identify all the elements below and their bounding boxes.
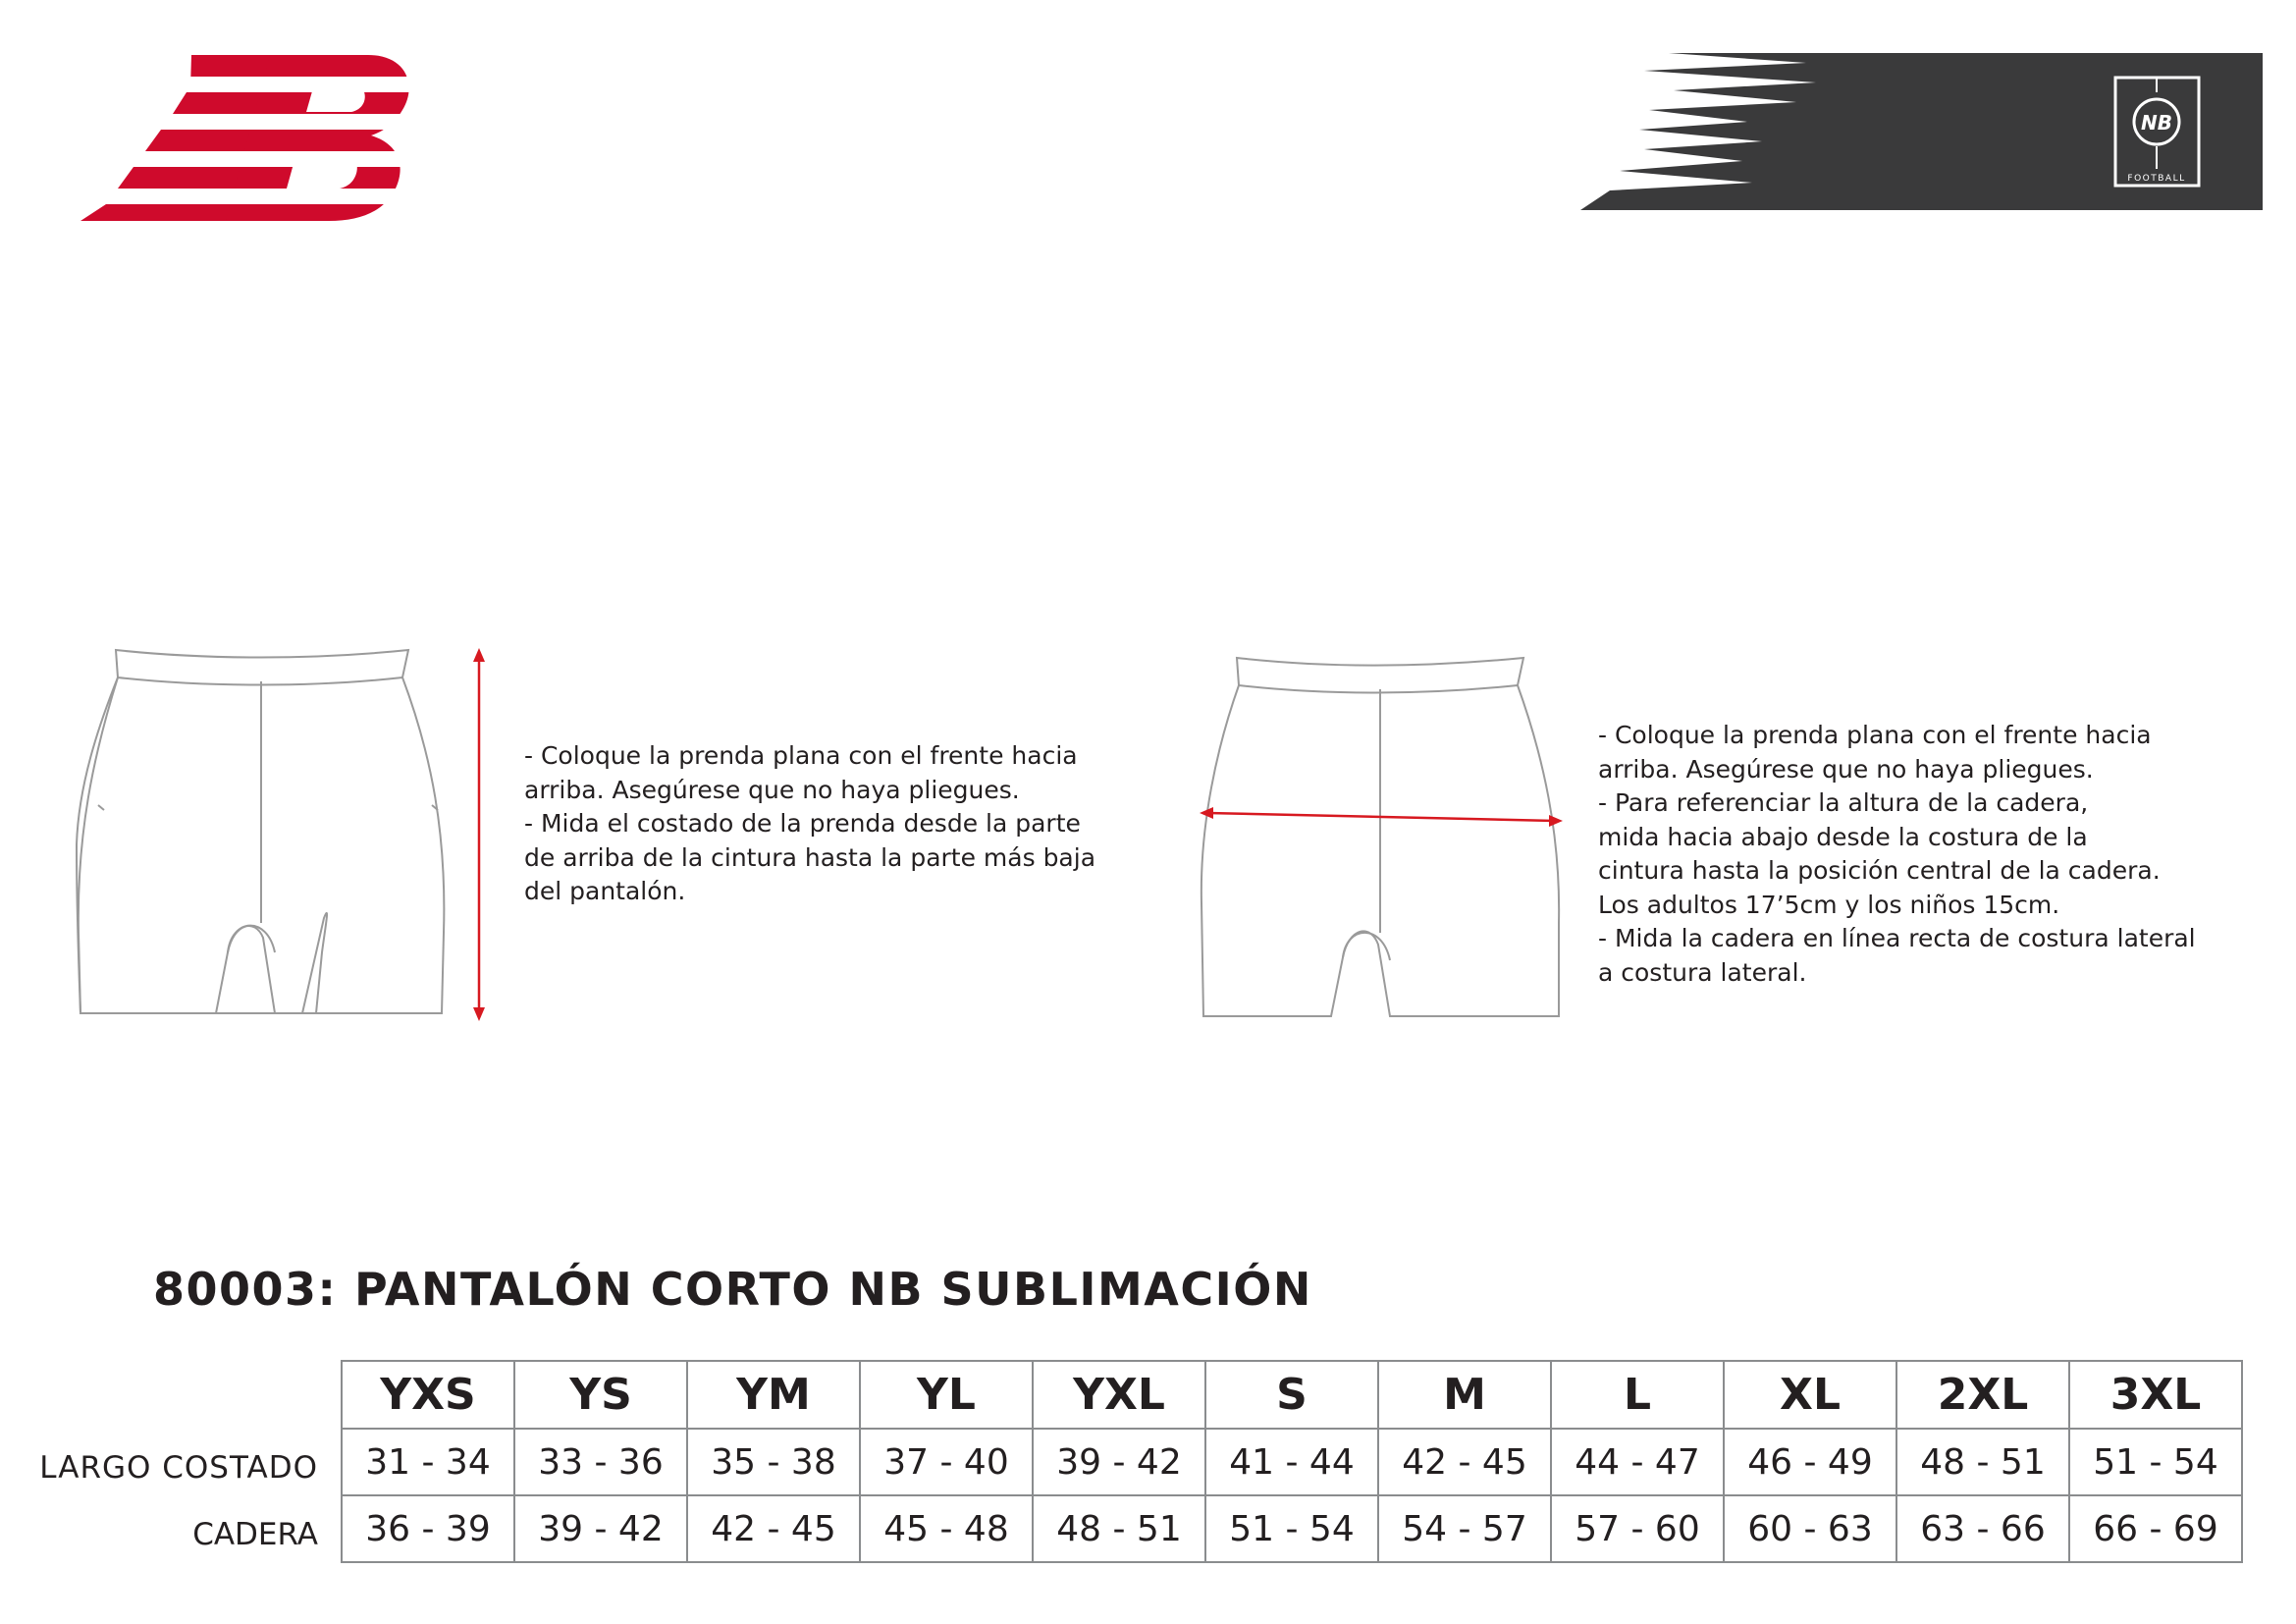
table-cell: 48 - 51 (1896, 1429, 2069, 1495)
table-cell: 35 - 38 (687, 1429, 860, 1495)
table-cell: 31 - 34 (342, 1429, 514, 1495)
size-header-cell: M (1378, 1361, 1551, 1429)
table-cell: 36 - 39 (342, 1495, 514, 1562)
table-cell: 63 - 66 (1896, 1495, 2069, 1562)
length-instructions (524, 739, 1152, 909)
table-cell: 46 - 49 (1724, 1429, 1896, 1495)
football-emblem-text: FOOTBALL (2127, 174, 2186, 184)
table-cell: 51 - 54 (1205, 1495, 1378, 1562)
size-header-cell: YL (860, 1361, 1033, 1429)
table-cell: 66 - 69 (2069, 1495, 2242, 1562)
size-header-cell: XL (1724, 1361, 1896, 1429)
instruction-line: de arriba de la cintura hasta la parte más baja (524, 842, 1096, 872)
row-label-largo-costado: LARGO COSTADO (39, 1450, 318, 1486)
table-cell: 51 - 54 (2069, 1429, 2242, 1495)
instruction-line: arriba. Asegúrese que no haya pliegues. (524, 775, 1020, 804)
instruction-line: - Mida la cadera en línea recta de costura lateral (1598, 924, 2196, 952)
size-header-cell: 3XL (2069, 1361, 2242, 1429)
instruction-line: del pantalón. (524, 877, 686, 905)
instruction-line: a costura lateral. (1598, 957, 1807, 987)
table-cell: 39 - 42 (1033, 1429, 1205, 1495)
instruction-line: Los adultos 17’5cm y los niños 15cm. (1598, 890, 2060, 919)
table-row-largo-costado (342, 1429, 2242, 1495)
instruction-line: - Coloque la prenda plana con el frente hacia (1598, 721, 2152, 749)
table-cell: 45 - 48 (860, 1495, 1033, 1562)
svg-text:NB: NB (2141, 111, 2172, 135)
size-header-cell: YS (514, 1361, 687, 1429)
table-cell: 44 - 47 (1551, 1429, 1724, 1495)
table-cell: 42 - 45 (1378, 1429, 1551, 1495)
new-balance-logo-icon (69, 49, 422, 226)
table-cell: 41 - 44 (1205, 1429, 1378, 1495)
instruction-line: mida hacia abajo desde la costura de la (1598, 822, 2088, 851)
table-cell: 57 - 60 (1551, 1495, 1724, 1562)
table-cell: 33 - 36 (514, 1429, 687, 1495)
nb-football-banner (1580, 53, 2263, 210)
table-cell: 60 - 63 (1724, 1495, 1896, 1562)
length-measure-arrow (473, 648, 485, 1021)
size-header-cell: YXL (1033, 1361, 1205, 1429)
table-cell: 39 - 42 (514, 1495, 687, 1562)
size-header-cell: YXS (342, 1361, 514, 1429)
size-header-cell: YM (687, 1361, 860, 1429)
instruction-line: cintura hasta la posición central de la cadera. (1598, 856, 2161, 885)
size-header-cell: S (1205, 1361, 1378, 1429)
size-header-cell: L (1551, 1361, 1724, 1429)
shorts-length-diagram-icon (59, 638, 510, 1031)
table-row-cadera (342, 1495, 2242, 1562)
instruction-line: - Coloque la prenda plana con el frente hacia (524, 741, 1078, 770)
size-table (341, 1360, 2243, 1563)
row-label-cadera: CADERA (192, 1517, 318, 1552)
table-cell: 37 - 40 (860, 1429, 1033, 1495)
table-cell: 54 - 57 (1378, 1495, 1551, 1562)
shorts-hip-diagram-icon (1178, 648, 1600, 1031)
instruction-line: arriba. Asegúrese que no haya pliegues. (1598, 754, 2094, 784)
instruction-line: - Para referenciar la altura de la cadera, (1598, 788, 2089, 817)
product-title: 80003: PANTALÓN CORTO NB SUBLIMACIÓN (153, 1263, 1312, 1316)
table-cell: 48 - 51 (1033, 1495, 1205, 1562)
hip-instructions (1598, 719, 2266, 990)
size-header-row (342, 1361, 2242, 1429)
table-cell: 42 - 45 (687, 1495, 860, 1562)
size-header-cell: 2XL (1896, 1361, 2069, 1429)
instruction-line: - Mida el costado de la prenda desde la parte (524, 809, 1081, 838)
